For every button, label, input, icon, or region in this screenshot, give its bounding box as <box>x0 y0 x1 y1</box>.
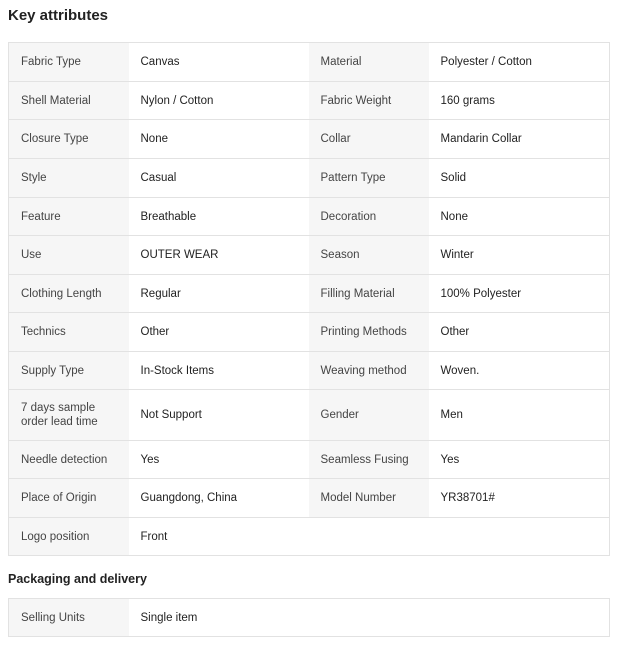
attribute-label: Clothing Length <box>9 275 129 313</box>
table-row <box>9 198 610 236</box>
attribute-value: Men <box>429 390 610 441</box>
attribute-label: Model Number <box>309 479 429 518</box>
attribute-label: Closure Type <box>9 120 129 159</box>
attribute-label: Use <box>9 236 129 275</box>
attribute-value: Woven. <box>429 352 610 390</box>
attribute-label: Fabric Type <box>9 43 129 82</box>
attribute-label: Selling Units <box>9 599 129 637</box>
table-row <box>9 159 610 198</box>
attribute-label: Feature <box>9 198 129 236</box>
table-row <box>9 518 610 556</box>
attribute-label: Seamless Fusing <box>309 441 429 479</box>
attribute-label: Style <box>9 159 129 198</box>
attribute-value: Yes <box>429 441 610 479</box>
attribute-value: Other <box>429 313 610 352</box>
attribute-value: Mandarin Collar <box>429 120 610 159</box>
empty-cell <box>309 599 429 637</box>
attribute-value: None <box>129 120 309 159</box>
attribute-label: Season <box>309 236 429 275</box>
attribute-label: Shell Material <box>9 82 129 120</box>
attribute-label: Decoration <box>309 198 429 236</box>
attribute-value: Not Support <box>129 390 309 441</box>
table-row <box>9 275 610 313</box>
attribute-label: Filling Material <box>309 275 429 313</box>
table-row <box>9 599 610 637</box>
table-row <box>9 479 610 518</box>
attribute-value: In-Stock Items <box>129 352 309 390</box>
attribute-value: Nylon / Cotton <box>129 82 309 120</box>
table-row <box>9 441 610 479</box>
attribute-label: Needle detection <box>9 441 129 479</box>
key-attributes-title: Key attributes <box>8 7 109 24</box>
attribute-label: Weaving method <box>309 352 429 390</box>
attribute-value: OUTER WEAR <box>129 236 309 275</box>
attribute-value: Solid <box>429 159 610 198</box>
attribute-value: Other <box>129 313 309 352</box>
table-row <box>9 43 610 82</box>
attribute-value: None <box>429 198 610 236</box>
attribute-label: Place of Origin <box>9 479 129 518</box>
attribute-label: Collar <box>309 120 429 159</box>
table-row <box>9 120 610 159</box>
table-row <box>9 313 610 352</box>
attribute-label: Logo position <box>9 518 129 556</box>
table-row <box>9 82 610 120</box>
table-row <box>9 390 610 441</box>
attribute-value: Single item <box>129 599 309 637</box>
packaging-title: Packaging and delivery <box>8 572 147 586</box>
table-row <box>9 236 610 275</box>
attribute-value: 160 grams <box>429 82 610 120</box>
attribute-label: Fabric Weight <box>309 82 429 120</box>
attribute-value: Canvas <box>129 43 309 82</box>
key-attributes-table <box>8 42 610 556</box>
attribute-value: Front <box>129 518 309 556</box>
table-row <box>9 352 610 390</box>
empty-cell <box>429 599 610 637</box>
attribute-value: Yes <box>129 441 309 479</box>
attribute-value: Casual <box>129 159 309 198</box>
attribute-value: Polyester / Cotton <box>429 43 610 82</box>
attribute-value: Guangdong, China <box>129 479 309 518</box>
attribute-value: Breathable <box>129 198 309 236</box>
packaging-table <box>8 598 610 637</box>
attribute-label: Supply Type <box>9 352 129 390</box>
empty-cell <box>429 518 610 556</box>
empty-cell <box>309 518 429 556</box>
attribute-label: 7 days sample order lead time <box>9 390 129 441</box>
attribute-label: Gender <box>309 390 429 441</box>
attribute-value: 100% Polyester <box>429 275 610 313</box>
attribute-value: Regular <box>129 275 309 313</box>
attribute-value: YR38701# <box>429 479 610 518</box>
attribute-label: Material <box>309 43 429 82</box>
attribute-label: Printing Methods <box>309 313 429 352</box>
attribute-label: Pattern Type <box>309 159 429 198</box>
attribute-value: Winter <box>429 236 610 275</box>
attribute-label: Technics <box>9 313 129 352</box>
